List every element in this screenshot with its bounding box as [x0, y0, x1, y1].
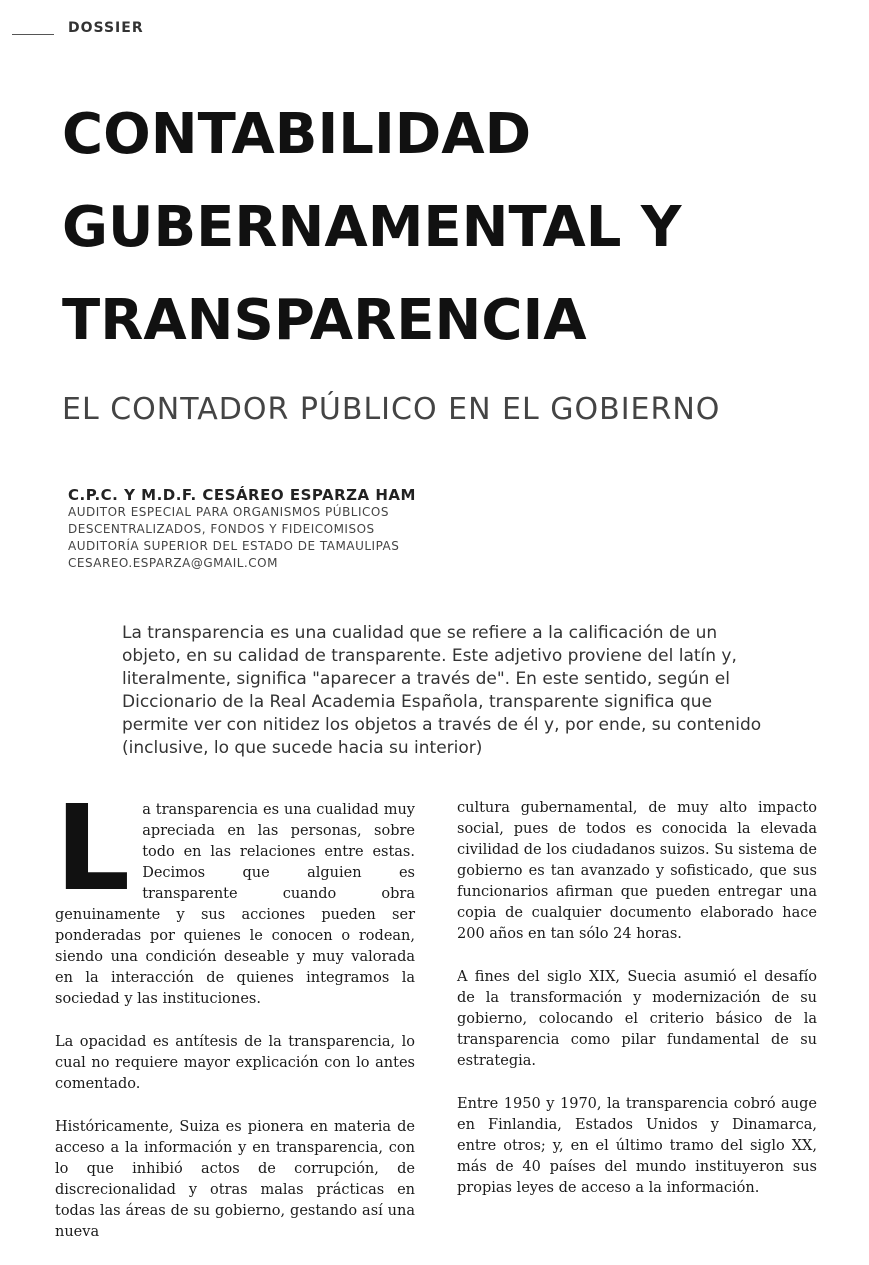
section-label: DOSSIER [68, 20, 144, 36]
author-position-cont: DESCENTRALIZADOS, FONDOS Y FIDEICOMISOS [68, 522, 375, 536]
title-line-2: GUBERNAMENTAL Y [62, 195, 682, 260]
body-paragraph: A fines del siglo XIX, Suecia asumió el desafío de la transformación y modernización de su gobierno, colocando el criterio básico de la transparencia como pilar fundamental de su estrategia. [457, 969, 817, 1069]
body-column-left [55, 779, 415, 1265]
author-name: C.P.C. Y M.D.F. CESÁREO ESPARZA HAM [68, 486, 416, 504]
body-paragraph [55, 779, 415, 1010]
title-line-3: TRANSPARENCIA [62, 288, 587, 353]
body-paragraph: Históricamente, Suiza es pionera en materia de acceso a la información y en transparencia, con lo que inhibió actos de corrupción, de discrecionalidad y otras malas prácticas en todas las áreas de su gobierno, gestando así una nueva [55, 1119, 415, 1240]
author-block [68, 486, 416, 572]
body-paragraph-text: a transparencia es una cualidad muy apreciada en las personas, sobre todo en las relaciones entre estas. Decimos que alguien es transparente cuando obra genuinamente y sus acciones pueden ser ponderadas por quienes le conocen o rodean, siendo una condición deseable y muy valorada en la interacción de quienes integramos la sociedad y las instituciones. [55, 802, 415, 1007]
author-institution: AUDITORÍA SUPERIOR DEL ESTADO DE TAMAULIPAS [68, 539, 400, 553]
author-email: CESAREO.ESPARZA@GMAIL.COM [68, 556, 278, 570]
body-paragraph: La opacidad es antítesis de la transparencia, lo cual no requiere mayor explicación con lo antes comentado. [55, 1034, 415, 1092]
section-rule [12, 34, 54, 35]
body-paragraph: cultura gubernamental, de muy alto impacto social, pues de todos es conocida la elevada civilidad de los ciudadanos suizos. Su sistema de gobierno es tan avanzado y sofisticado, que sus funcionarios afirman que pueden entregar una copia de cualquier documento elaborado hace 200 años en tan sólo 24 horas. [457, 800, 817, 942]
article-title [62, 88, 852, 367]
article-subtitle: EL CONTADOR PÚBLICO EN EL GOBIERNO [62, 392, 721, 427]
body-column-right [457, 798, 817, 1221]
body-paragraph: Entre 1950 y 1970, la transparencia cobró auge en Finlandia, Estados Unidos y Dinamarca, entre otros; y, en el último tramo del siglo XX, más de 40 países del mundo instituyeron sus propias leyes de acceso a la información. [457, 1096, 817, 1196]
author-position: AUDITOR ESPECIAL PARA ORGANISMOS PÚBLICOS [68, 505, 389, 519]
lede-paragraph [122, 622, 762, 760]
title-line-1: CONTABILIDAD [62, 102, 532, 167]
lede-text: La transparencia es una cualidad que se refiere a la calificación de un objeto, en su calidad de transparente. Este adjetivo proviene del latín y, literalmente, significa "aparecer a través de". En este sentido, según el Diccionario de la Real Academia Española, transparente significa que permite ver con nitidez los objetos a través de él y, por ende, su contenido (inclusive, lo que sucede hacia su interior) [122, 623, 762, 758]
drop-cap: L [55, 779, 131, 917]
